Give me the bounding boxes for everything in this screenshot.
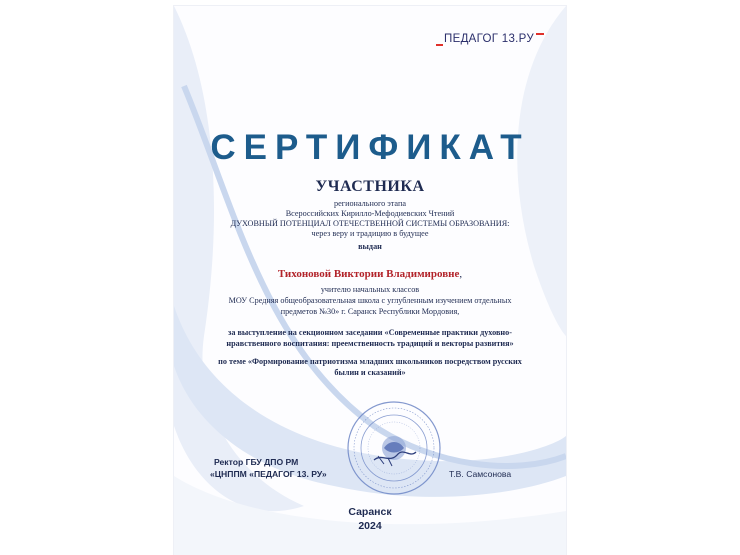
issued-label: выдан xyxy=(358,242,382,251)
certificate-title: СЕРТИФИКАТ xyxy=(210,128,530,167)
footer-year: 2024 xyxy=(358,520,382,532)
position-line-3: предметов №30» г. Саранск Республики Мордовия, xyxy=(280,307,460,316)
topic-line-2: былин и сказаний» xyxy=(334,368,406,377)
logo-bar-right xyxy=(536,33,544,35)
recipient-name-line xyxy=(174,268,566,280)
logo-bar-left xyxy=(436,44,443,46)
signer-role-line-1: Ректор ГБУ ДПО РМ xyxy=(214,457,299,467)
topic-line-1: по теме «Формирование патриотизма младших школьников посредством русских xyxy=(218,357,522,366)
position-line-1: учителю начальных классов xyxy=(320,285,420,294)
recipient-name: Тихоновой Виктории Владимировне xyxy=(277,268,460,280)
recipient-comma: , xyxy=(459,268,463,280)
footer-city: Саранск xyxy=(348,506,392,518)
session-line-2: нравственного воспитания: преемственность традиций и векторы развития» xyxy=(226,339,514,348)
event-line-4: через веру и традицию в будущее xyxy=(311,229,429,238)
signer-name: Т.В. Самсонова xyxy=(449,469,512,479)
logo-text: ПЕДАГОГ 13.РУ xyxy=(444,33,534,45)
signer-role-line-2: «ЦНППМ «ПЕДАГОГ 13. РУ» xyxy=(210,469,327,479)
position-line-2: МОУ Средняя общеобразовательная школа с углубленным изучением отдельных xyxy=(228,296,512,305)
event-line-2: Всероссийских Кирилло-Мефодиевских Чтений xyxy=(285,209,455,218)
event-line-1: регионального этапа xyxy=(334,199,406,208)
event-line-3: ДУХОВНЫЙ ПОТЕНЦИАЛ ОТЕЧЕСТВЕННОЙ СИСТЕМЫ ОБРАЗОВАНИЯ: xyxy=(230,219,510,228)
certificate-subtitle: УЧАСТНИКА xyxy=(315,178,425,195)
official-seal-stamp xyxy=(344,398,444,498)
session-line-1: за выступление на секционном заседании «Современные практики духовно- xyxy=(228,328,512,337)
brand-logo xyxy=(436,33,544,46)
certificate xyxy=(174,6,566,555)
